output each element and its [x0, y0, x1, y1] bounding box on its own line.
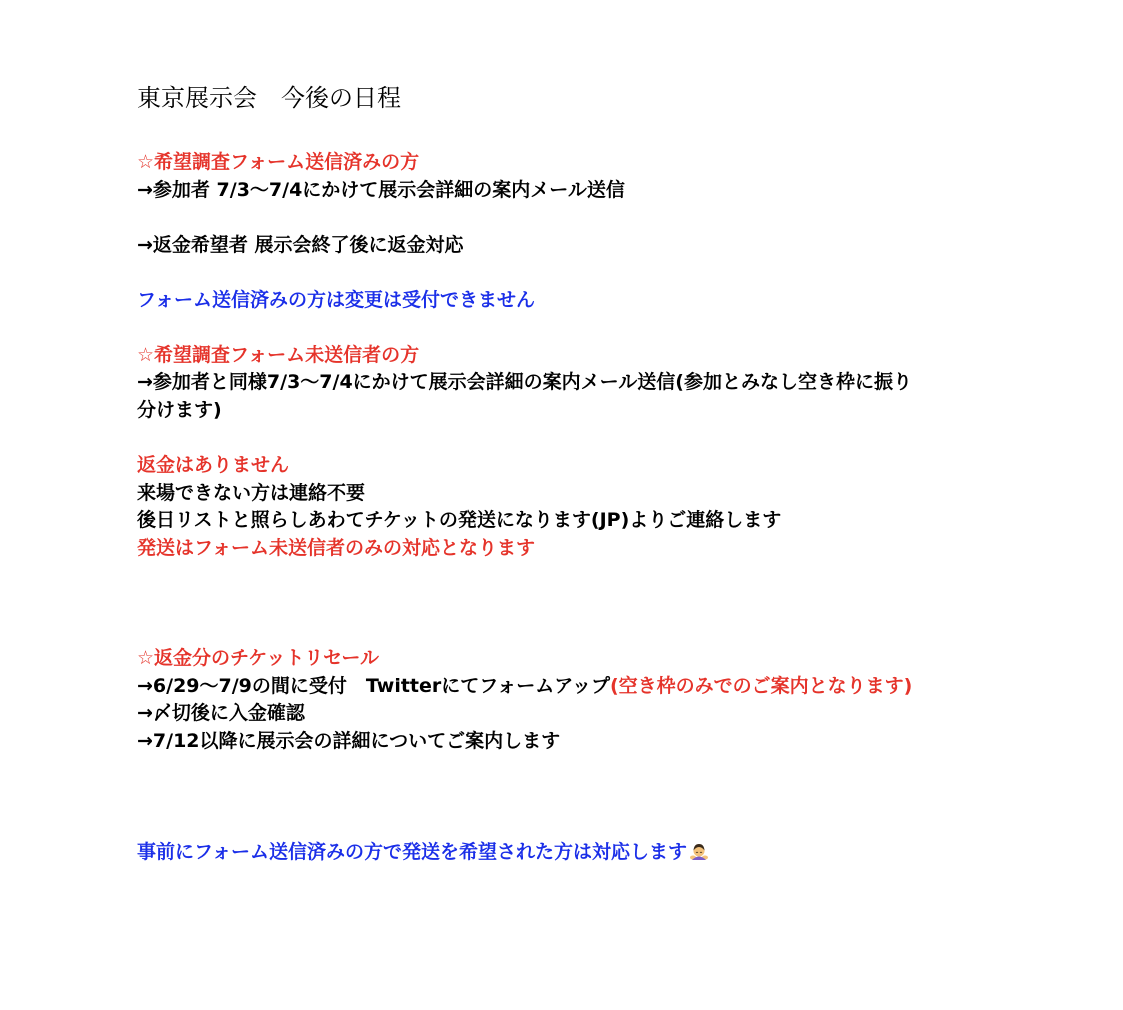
section3-line2: →〆切後に入金確認 [137, 702, 305, 724]
section2-heading: ☆希望調査フォーム未送信者の方 [137, 344, 420, 366]
section2-line4: 発送はフォーム未送信者のみの対応となります [137, 537, 536, 559]
footer-note-text: 事前にフォーム送信済みの方で発送を希望された方は対応します [137, 841, 688, 863]
no-refund-notice: 返金はありません [137, 454, 290, 476]
section2-line3: 後日リストと照らしあわてチケットの発送になります(JP)よりご連絡します [137, 509, 782, 531]
section1-line2: →返金希望者 展示会終了後に返金対応 [137, 234, 464, 256]
section3-heading: ☆返金分のチケットリセール [137, 647, 379, 669]
section3-line1-main: →6/29〜7/9の間に受付 Twitterにてフォームアップ [137, 675, 610, 697]
section1-line1: →参加者 7/3〜7/4にかけて展示会詳細の案内メール送信 [137, 179, 625, 201]
section1-note: フォーム送信済みの方は変更は受付できません [137, 289, 536, 311]
bowing-person-icon [689, 841, 709, 861]
section3-line1-red: (空き枠のみでのご案内となります) [609, 675, 913, 697]
footer-note [137, 839, 709, 866]
section2-line1: →参加者と同様7/3〜7/4にかけて展示会詳細の案内メール送信(参加とみなし空き枠に振り [137, 371, 912, 393]
section2-line1-cont: 分けます) [137, 399, 222, 421]
section3-line1 [137, 673, 912, 700]
section2-line2: 来場できない方は連絡不要 [137, 482, 366, 504]
section3-line3: →7/12以降に展示会の詳細についてご案内します [137, 730, 561, 752]
section1-heading: ☆希望調査フォーム送信済みの方 [137, 151, 420, 173]
page-title: 東京展示会 今後の日程 [137, 84, 401, 112]
